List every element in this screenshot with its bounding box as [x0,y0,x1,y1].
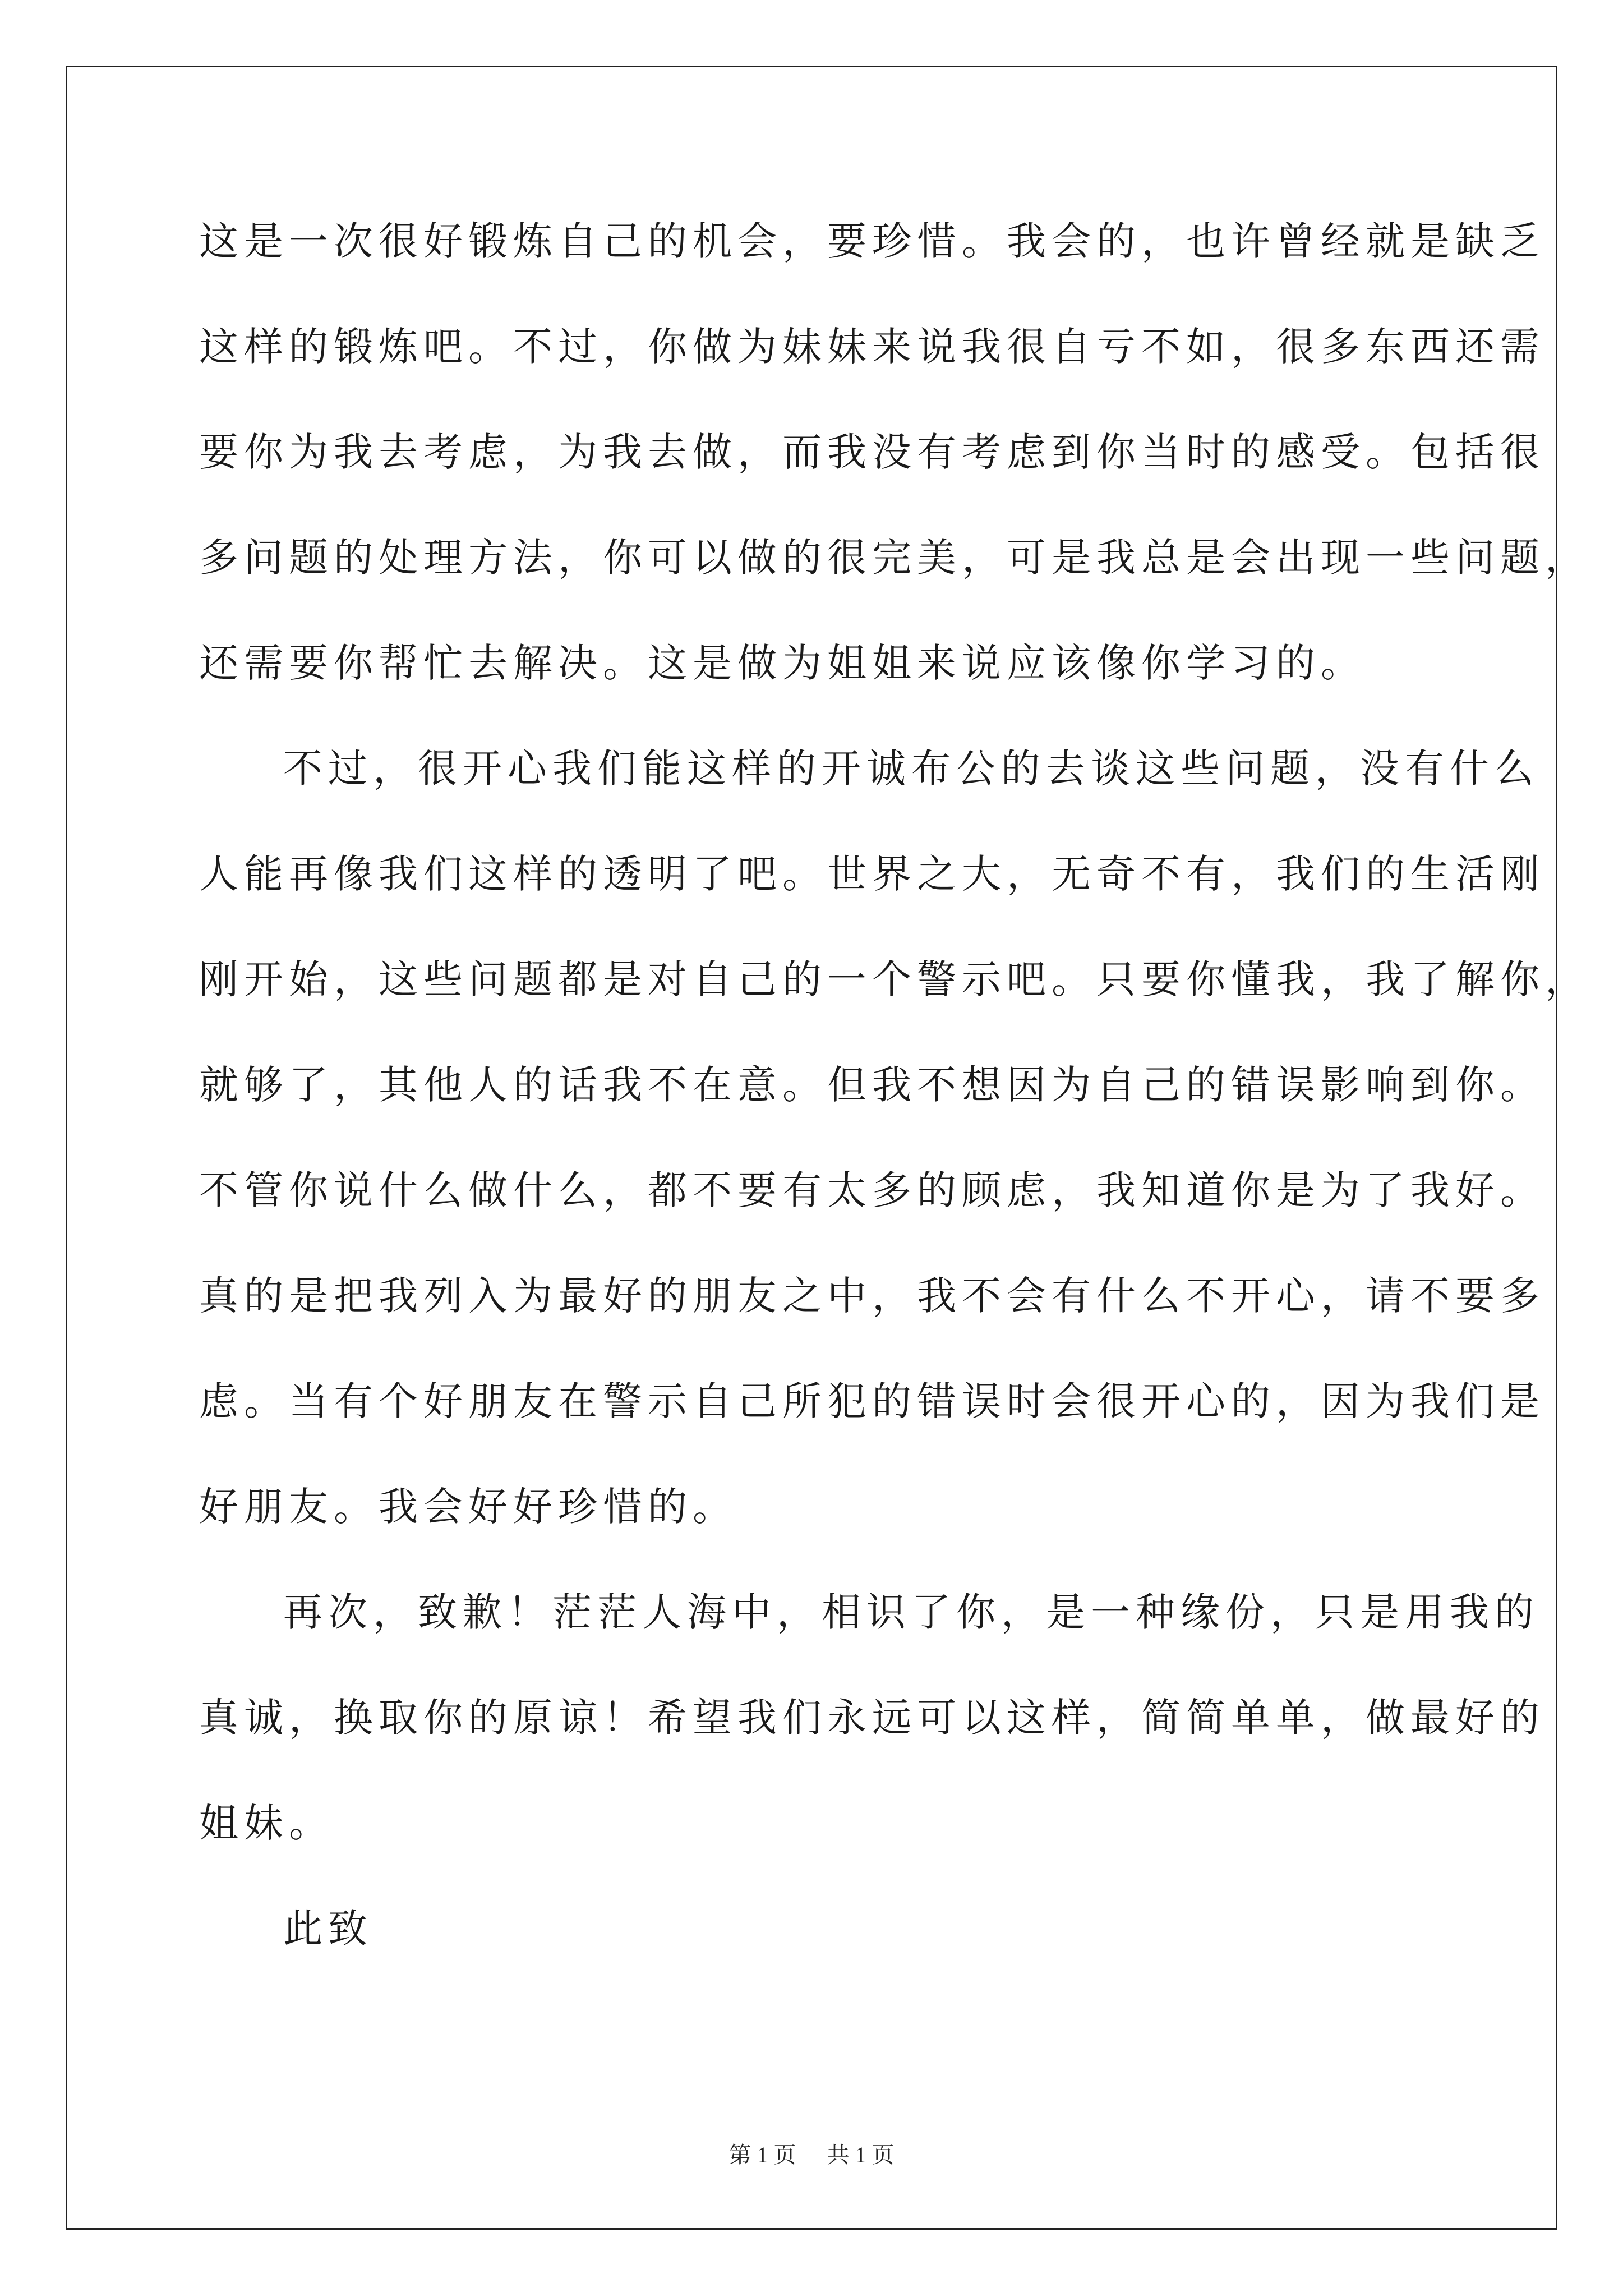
text-line: 刚开始，这些问题都是对自己的一个警示吧。只要你懂我，我了解你， [199,956,1590,1002]
page-total: 共 1 页 [827,2142,895,2168]
text-line: 不管你说什么做什么，都不要有太多的顾虑，我知道你是为了我好。 [199,1167,1545,1213]
text-line: 真的是把我列入为最好的朋友之中，我不会有什么不开心，请不要多 [199,1273,1545,1319]
text-line: 再次，致歉！茫茫人海中，相识了你，是一种缘份，只是用我的 [283,1589,1539,1635]
page-number: 第 1 页 [728,2142,796,2168]
page-footer [0,2137,1623,2169]
text-line: 这样的锻炼吧。不过，你做为妹妹来说我很自亏不如，很多东西还需 [199,324,1545,370]
letter-body [199,218,1590,2014]
text-line: 多问题的处理方法，你可以做的很完美，可是我总是会出现一些问题， [199,535,1590,581]
text-line: 真诚，换取你的原谅！希望我们永远可以这样，简简单单，做最好的 [199,1695,1545,1741]
text-line: 好朋友。我会好好珍惜的。 [199,1484,737,1530]
text-line: 虑。当有个好朋友在警示自己所犯的错误时会很开心的，因为我们是 [199,1378,1545,1424]
text-line: 这是一次很好锻炼自己的机会，要珍惜。我会的，也许曾经就是缺乏 [199,218,1545,264]
text-line: 不过，很开心我们能这样的开诚布公的去谈这些问题，没有什么 [283,746,1539,792]
closing-salutation: 此致 [283,1906,373,1952]
text-line: 还需要你帮忙去解决。这是做为姐姐来说应该像你学习的。 [199,640,1366,686]
text-line: 人能再像我们这样的透明了吧。世界之大，无奇不有，我们的生活刚 [199,851,1545,897]
text-line: 就够了，其他人的话我不在意。但我不想因为自己的错误影响到你。 [199,1062,1545,1108]
text-line: 姐妹。 [199,1800,334,1846]
text-line: 要你为我去考虑，为我去做，而我没有考虑到你当时的感受。包括很 [199,429,1545,475]
